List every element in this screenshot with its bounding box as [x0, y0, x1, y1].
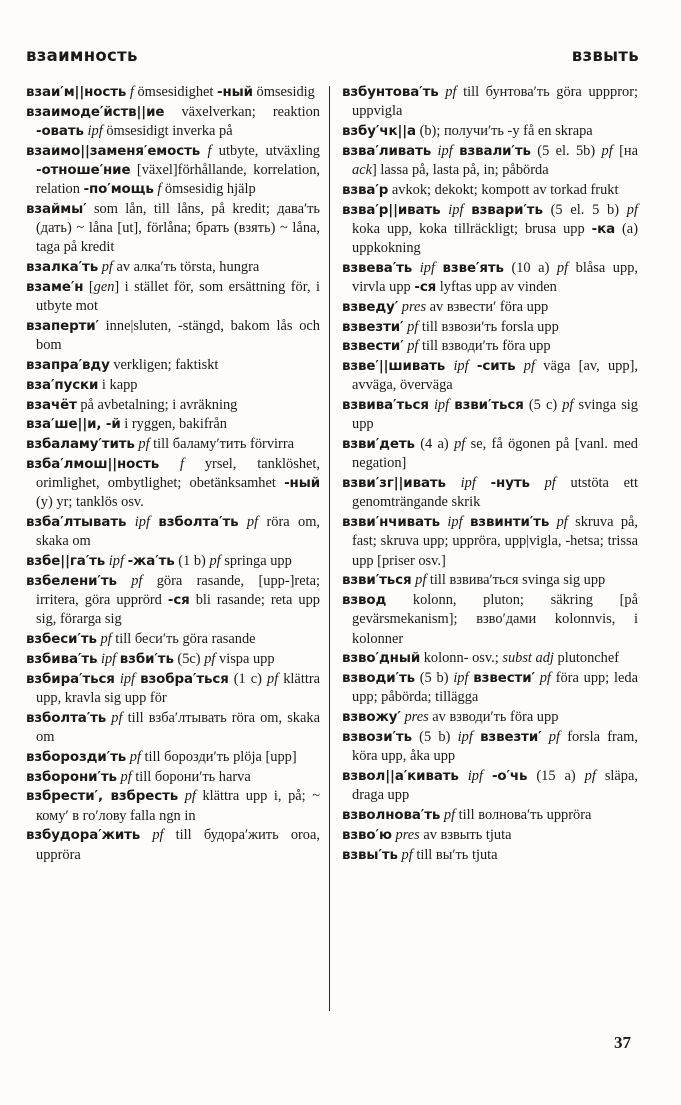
- definition-text: av взвести′ föra upp: [426, 298, 549, 315]
- grammar-label: pf: [407, 318, 419, 335]
- headword: -ся: [167, 593, 190, 609]
- definition-text: klättra upp i, på; ~ кому′ в го′лову falla ngn in: [36, 788, 320, 824]
- grammar-label: ipf: [108, 553, 124, 570]
- definition-text: i kapp: [98, 376, 138, 393]
- headword: взаимоде′йств||ие: [26, 104, 165, 120]
- headword: взвы′ть: [342, 847, 398, 863]
- definition-text: ömsesidig: [252, 84, 315, 100]
- grammar-label: pf: [626, 201, 638, 218]
- headword: взборозди′ть: [26, 749, 127, 765]
- grammar-label: ipf: [453, 358, 469, 375]
- grammar-label: ipf: [419, 259, 435, 276]
- grammar-label: pf: [443, 806, 456, 823]
- definition-text: klättra upp, kravla sig upp för: [36, 670, 320, 706]
- dictionary-entry: [342, 806, 638, 825]
- dictionary-entry: [342, 142, 638, 180]
- headword: взвива′ться: [342, 398, 429, 414]
- dictionary-entry: [26, 356, 320, 375]
- grammar-label: pf: [152, 827, 164, 844]
- dictionary-entry: [342, 708, 638, 727]
- grammar-label: pf: [601, 142, 613, 159]
- definition-text: ömsesidighet: [133, 84, 217, 100]
- dictionary-entry: [342, 571, 638, 590]
- grammar-label: pf: [111, 709, 123, 726]
- definition-text: föra upp; leda upp; påbörda; tillägga: [352, 670, 638, 706]
- definition-text: (у) yr; tanklös osv.: [36, 494, 144, 511]
- definition-text: forsla fram, köra upp, åka upp: [352, 728, 638, 765]
- headword: взвол||а′кивать: [342, 768, 459, 784]
- headword: -сить: [476, 359, 516, 375]
- definition-text: [473, 729, 480, 745]
- definition-text: vispa upp: [215, 650, 275, 667]
- grammar-label: pf: [401, 846, 413, 863]
- grammar-label: pf: [407, 338, 419, 355]
- headword: взви′нчивать: [342, 515, 441, 531]
- left-column: [26, 83, 320, 865]
- grammar-label: pf: [454, 436, 466, 453]
- grammar-label: pf: [120, 768, 132, 785]
- definition-text: till борони′ть harva: [131, 768, 251, 785]
- headword: взбу′чк||а: [342, 124, 416, 139]
- headword: взбира′ться: [26, 671, 115, 687]
- headword: взве′ять: [442, 260, 504, 276]
- definition-text: (5 b): [414, 670, 454, 687]
- headword: -по′мощь: [83, 182, 154, 198]
- headword: взбаламу′тить: [26, 437, 135, 453]
- headword: взвинти′ть: [469, 515, 550, 531]
- column-divider: [329, 86, 330, 1011]
- headword: взалка′ть: [26, 260, 99, 276]
- headword: взвод: [342, 593, 387, 609]
- headword: взва′р||ивать: [342, 202, 441, 218]
- headword: взапра′вду: [26, 358, 110, 373]
- headword: взаи′м||ность: [26, 85, 127, 100]
- dictionary-entry: [26, 513, 320, 551]
- headword: взве′||шивать: [342, 359, 446, 375]
- definition-text: [239, 514, 247, 530]
- dictionary-entry: [342, 435, 638, 473]
- dictionary-entry: [26, 787, 320, 825]
- headword: взбеси′ть: [26, 632, 97, 648]
- dictionary-entry: [342, 181, 638, 200]
- definition-text: göra rasande, [upp-]reta; irritera, göra upprörd: [36, 572, 320, 609]
- definition-text: till вы′ть tjuta: [412, 846, 498, 863]
- definition-text: på avbetalning; i avräkning: [76, 396, 238, 413]
- headword: взба′лмош||ность: [26, 456, 160, 472]
- headword: взва′р: [342, 182, 389, 198]
- headword: взвева′ть: [342, 260, 413, 276]
- definition-text: [459, 768, 468, 784]
- definition-text: väga [av, upp], avväga, överväga: [352, 358, 638, 394]
- running-head-left: взаимность: [26, 46, 138, 65]
- definition-text: (1 b): [174, 553, 210, 570]
- definition-text: [435, 260, 443, 276]
- dictionary-entry: [342, 396, 638, 434]
- headword: взвести′: [473, 671, 535, 687]
- headword: -ный: [284, 476, 320, 492]
- headword: взаме′н: [26, 280, 84, 295]
- definition-text: verkligen; faktiskt: [109, 357, 219, 373]
- definition-text: till бунтова′ть göra upppror; uppvigla: [352, 84, 638, 120]
- dictionary-entry: [342, 318, 638, 337]
- dictionary-entry: [342, 201, 638, 259]
- dictionary-entry: [26, 435, 320, 454]
- grammar-label: f: [207, 142, 212, 159]
- definition-text: [542, 729, 549, 745]
- definition-text: ömsesidigt inverka på: [102, 123, 233, 139]
- grammar-label: ack: [352, 162, 372, 178]
- headword: взбудора′жить: [26, 828, 141, 844]
- definition-text: till беси′ть göra rasande: [111, 631, 256, 648]
- grammar-label: pf: [184, 788, 196, 805]
- grammar-label: pf: [544, 475, 556, 492]
- dictionary-entry: [342, 357, 638, 395]
- grammar-label: ipf: [87, 123, 103, 139]
- grammar-label: pf: [556, 514, 568, 531]
- dictionary-entry: [26, 415, 320, 434]
- definition-text: till баламу′тить förvirra: [149, 436, 295, 453]
- grammar-label: pf: [445, 84, 457, 100]
- dictionary-entry: [26, 709, 320, 747]
- headword: взаймы′: [26, 202, 87, 217]
- headword: взачёт: [26, 397, 77, 413]
- headword: взбрести′, взбресть: [26, 789, 179, 805]
- headword: -овать: [36, 124, 84, 139]
- definition-text: (4 a): [414, 436, 455, 453]
- definition-text: [549, 514, 556, 530]
- dictionary-entry: [342, 337, 638, 356]
- headword: взба′лтывать: [26, 515, 127, 531]
- definition-text: plutonchef: [553, 650, 620, 667]
- definition-text: skruva på, fast; skruva upp; uppröra, upp|vigla, -hetsa; trissa upp [priser osv.]: [352, 514, 639, 569]
- grammar-label: pf: [556, 259, 569, 276]
- grammar-label: pf: [246, 514, 259, 531]
- headword: вза′ше||и, -й: [26, 417, 121, 433]
- headword: взвози′ть: [342, 729, 412, 745]
- dictionary-entry: [26, 572, 320, 630]
- dictionary-entry: [26, 376, 320, 395]
- grammar-label: pf: [267, 670, 279, 687]
- grammar-label: ipf: [460, 475, 476, 492]
- headword: взобра′ться: [140, 671, 229, 687]
- grammar-label: pf: [584, 767, 596, 784]
- dictionary-entry: [342, 767, 638, 805]
- definition-text: [140, 827, 152, 843]
- headword: вза′пуски: [26, 377, 99, 393]
- grammar-label: pf: [101, 259, 113, 276]
- headword: взборони′ть: [26, 769, 117, 785]
- headword: взвари′ть: [471, 202, 543, 218]
- grammar-label: gen: [93, 279, 115, 295]
- grammar-label: pf: [138, 436, 150, 453]
- headword: взбелени′ть: [26, 573, 117, 589]
- dictionary-entry: [26, 670, 320, 708]
- definition-text: [476, 475, 491, 491]
- definition-text: (10 a): [503, 259, 557, 276]
- headword: взвезти′: [342, 319, 404, 335]
- dictionary-entry: [342, 474, 638, 512]
- definition-text: inne|sluten, -stängd, bakom lås och bom: [36, 318, 320, 354]
- definition-text: [на: [612, 142, 638, 159]
- definition-text: växelverkan; reaktion: [164, 103, 320, 120]
- definition-text: se, få ögonen på [vanl. med negation]: [352, 436, 638, 472]
- grammar-label: pf: [562, 397, 574, 414]
- definition-text: [446, 475, 461, 491]
- dictionary-entry: [26, 826, 320, 864]
- grammar-label: pf: [131, 572, 143, 589]
- headword: взви′ться: [454, 398, 524, 414]
- definition-text: avkok; dekokt; kompott av torkad frukt: [388, 181, 619, 198]
- grammar-label: pres: [395, 826, 420, 843]
- grammar-label: pf: [100, 631, 112, 648]
- definition-text: utstöta ett genomträngande skrik: [352, 475, 639, 511]
- dictionary-entry: [342, 728, 638, 766]
- headword: -ся: [414, 280, 437, 295]
- definition-text: ] lassa på, lasta på, in; påbörda: [371, 162, 549, 178]
- dictionary-entry: [26, 455, 320, 513]
- headword: -нуть: [490, 476, 530, 492]
- definition-text: till взвози′ть forsla upp: [418, 318, 559, 335]
- headword: взводи′ть: [342, 671, 415, 687]
- definition-text: [117, 573, 131, 589]
- page-number: 37: [614, 1033, 631, 1052]
- headword: взболта′ть: [26, 710, 107, 726]
- dictionary-entry: [342, 298, 638, 317]
- dictionary-entry: [342, 259, 638, 297]
- definition-text: släpa, draga upp: [352, 767, 638, 804]
- dictionary-entry: [342, 846, 638, 865]
- definition-text: till взводи′ть föra upp: [418, 338, 551, 355]
- dictionary-entry: [26, 630, 320, 649]
- headword: взби′ть: [119, 651, 174, 667]
- grammar-label: pres: [401, 298, 427, 315]
- definition-text: bli rasande; reta upp sig, förarga sig: [36, 592, 320, 628]
- headword: взболта′ть: [158, 515, 239, 531]
- grammar-label: ipf: [448, 201, 464, 218]
- headword: -ный: [217, 85, 253, 100]
- grammar-label: pf: [204, 650, 216, 667]
- headword: взаперти′: [26, 319, 99, 334]
- definition-text: (5 c): [523, 397, 563, 414]
- dictionary-entry: [26, 552, 320, 571]
- definition-text: ömsesidig hjälp: [161, 181, 256, 198]
- definition-text: av взвыть tjuta: [419, 826, 512, 843]
- dictionary-entry: [26, 650, 320, 669]
- definition-text: av алка′ть törsta, hungra: [112, 259, 260, 276]
- headword: взвести′: [342, 339, 404, 355]
- dictionary-entry: [342, 669, 638, 707]
- grammar-label: ipf: [453, 670, 469, 687]
- definition-text: [516, 358, 524, 374]
- headword: -отноше′ние: [36, 163, 131, 178]
- headword: -о′чь: [491, 768, 528, 784]
- definition-text: röra om, skaka om: [36, 514, 320, 550]
- definition-text: till взвива′ться svinga sig upp: [426, 572, 606, 589]
- dictionary-entry: [342, 513, 638, 571]
- dictionary-entry: [26, 142, 320, 200]
- definition-text: till будора′жить oroa, uppröra: [36, 827, 320, 863]
- definition-text: [växel]förhållande, korrelation, relation: [36, 162, 320, 198]
- definition-text: [463, 514, 470, 530]
- headword: взбе||га′ть: [26, 554, 106, 570]
- right-column: [342, 83, 638, 865]
- grammar-label: subst adj: [502, 650, 554, 667]
- grammar-label: ipf: [433, 397, 450, 414]
- headword: взаимо||заменя′емость: [26, 143, 201, 159]
- definition-text: (5 el. 5b): [530, 142, 602, 159]
- definition-text: som lån, till låns, på kredit; дава′ть (дать) ~ låna [ut], förlåna; брать (взять) ~ låna, taga på kredit: [36, 201, 320, 256]
- dictionary-entry: [26, 768, 320, 787]
- grammar-label: f: [180, 455, 184, 472]
- headword: взво′дный: [342, 651, 421, 667]
- definition-text: koka upp, koka tillräckligt; brusa upp: [352, 220, 592, 237]
- headword: взвали′ть: [459, 143, 531, 159]
- grammar-label: f: [157, 181, 162, 198]
- headword: взвезти′: [480, 729, 542, 745]
- dictionary-entry: [26, 317, 320, 355]
- definition-text: springa upp: [220, 553, 292, 570]
- dictionary-entry: [342, 83, 638, 121]
- grammar-label: pf: [548, 728, 560, 745]
- definition-text: ] i stället för, som ersättning för, i utbyte mot: [36, 279, 320, 315]
- headword: взведу′: [342, 299, 399, 315]
- headword: взбунтова′ть: [342, 85, 439, 100]
- dictionary-entry: [26, 258, 320, 277]
- definition-text: [159, 456, 180, 472]
- definition-text: (a) uppkokning: [352, 220, 638, 256]
- headword: взва′ливать: [342, 143, 432, 159]
- definition-text: blåsa upp, virvla upp: [352, 259, 638, 295]
- definition-text: [530, 475, 545, 491]
- dictionary-entry: [342, 591, 638, 649]
- definition-text: (15 a): [527, 767, 585, 784]
- definition-text: till борозди′ть plöja [upp]: [140, 748, 297, 765]
- definition-text: kolonn- osv.;: [420, 650, 503, 667]
- dictionary-entry: [26, 278, 320, 316]
- dictionary-entry: [26, 83, 320, 102]
- grammar-label: pf: [539, 670, 551, 687]
- dictionary-entry: [26, 748, 320, 767]
- dictionary-entry: [342, 122, 638, 141]
- definition-text: (b); получи′ть -у få en skrapa: [415, 123, 593, 139]
- grammar-label: pf: [129, 748, 141, 765]
- headword: взви′ться: [342, 573, 412, 589]
- headword: взбива′ть: [26, 651, 98, 667]
- definition-text: (5 b): [411, 728, 458, 745]
- grammar-label: pf: [415, 572, 427, 589]
- definition-text: [469, 358, 477, 374]
- headword: взвожу′: [342, 710, 401, 726]
- dictionary-entry: [26, 396, 320, 415]
- definition-text: till взба′лтывать röra om, skaka om: [36, 709, 320, 745]
- definition-text: [483, 768, 492, 784]
- dictionary-entry: [26, 200, 320, 258]
- definition-text: [412, 260, 420, 276]
- grammar-label: f: [129, 84, 134, 100]
- grammar-label: ipf: [134, 514, 150, 531]
- grammar-label: ipf: [119, 670, 136, 687]
- definition-text: (1 c): [228, 670, 267, 687]
- definition-text: till волнова′ть uppröra: [455, 806, 592, 823]
- grammar-label: ipf: [447, 514, 463, 531]
- grammar-label: ipf: [467, 767, 483, 784]
- grammar-label: pf: [523, 358, 535, 375]
- definition-text: svinga sig upp: [352, 397, 638, 433]
- dictionary-entry: [26, 103, 320, 141]
- grammar-label: ipf: [457, 728, 473, 745]
- definition-text: [126, 514, 134, 530]
- dictionary-entry: [342, 826, 638, 845]
- grammar-label: pres: [404, 709, 429, 726]
- headword: взволнова′ть: [342, 807, 441, 823]
- definition-text: [: [83, 279, 94, 295]
- definition-text: yrsel, tanklöshet, orimlighet, ombytlighet; obetänksamhet: [36, 455, 320, 492]
- dictionary-entry: [342, 649, 638, 668]
- grammar-label: pf: [209, 553, 221, 570]
- headword: взви′зг||ивать: [342, 476, 446, 492]
- definition-text: (5 el. 5 b): [542, 201, 627, 218]
- running-head-right: взвыть: [571, 46, 639, 65]
- grammar-label: ipf: [100, 650, 117, 667]
- headword: взви′деть: [342, 437, 415, 453]
- headword: -жа′ть: [127, 554, 175, 570]
- headword: взво′ю: [342, 827, 392, 843]
- definition-text: (5c): [173, 650, 205, 667]
- headword: -ка: [591, 221, 616, 237]
- definition-text: lyftas upp av vinden: [436, 279, 557, 295]
- definition-text: av взводи′ть föra upp: [428, 709, 559, 726]
- definition-text: utbyte, utväxling: [211, 142, 320, 159]
- grammar-label: ipf: [437, 142, 453, 159]
- definition-text: kolonn, pluton; säkring [på gevärsmekanism]; взво′дами kolonnvis, i kolonner: [352, 592, 638, 647]
- definition-text: i ryggen, bakifrån: [120, 416, 227, 433]
